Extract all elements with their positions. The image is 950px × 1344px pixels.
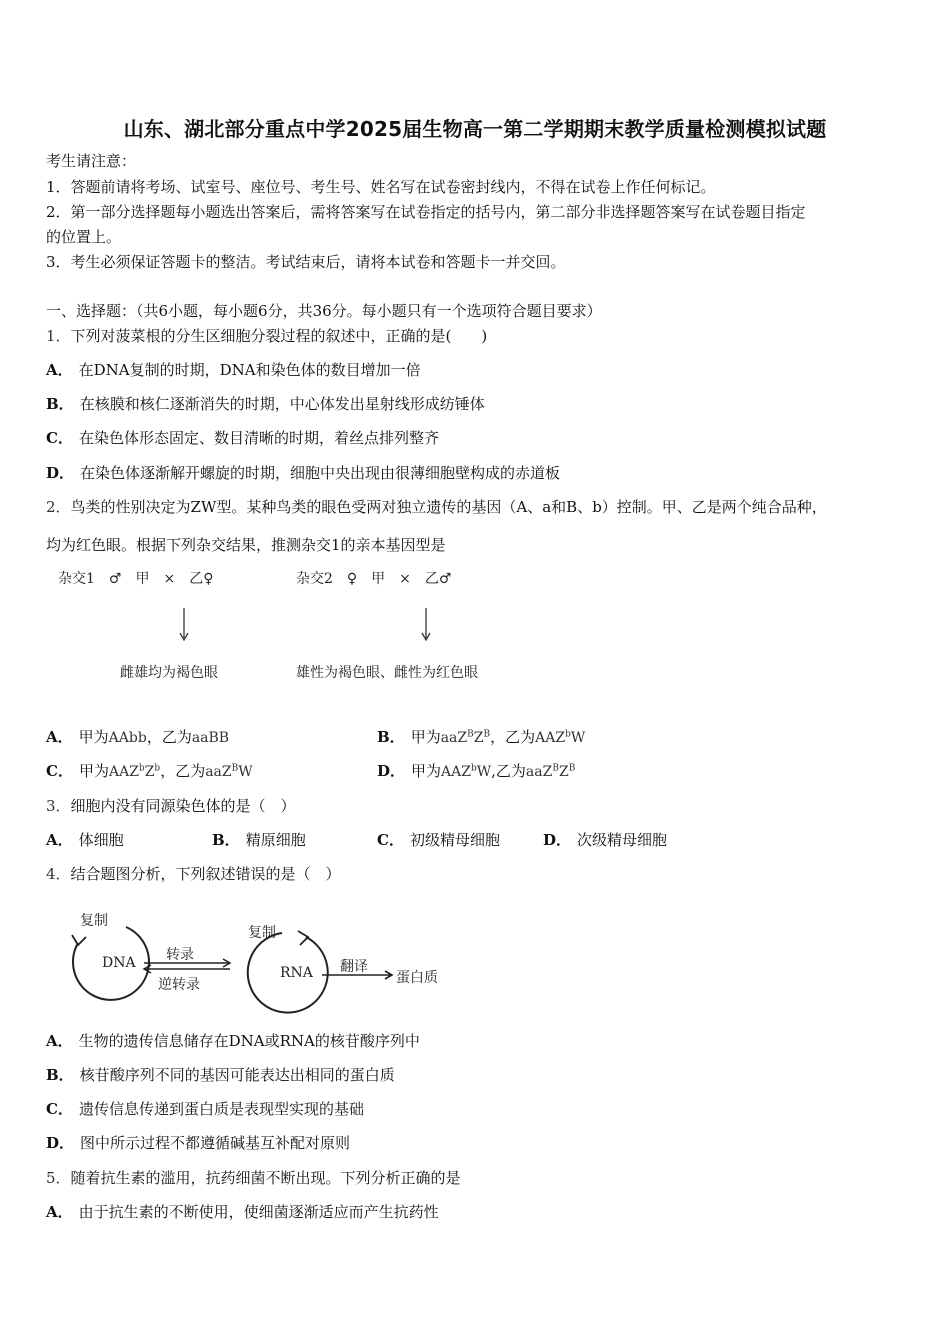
question-number: 3． — [46, 797, 71, 815]
question-number: 4． — [46, 865, 71, 883]
option-text: 在染色体形态固定、数目清晰的时期，着丝点排列整齐 — [78, 429, 439, 447]
option-label: B． — [212, 831, 240, 849]
question-3 — [46, 796, 296, 816]
notice-heading: 考生请注意： — [46, 152, 137, 170]
option-label: D． — [46, 464, 75, 482]
section-heading: 一、选择题：（共6小题，每小题6分，共36分。每小题只有一个选项符合题目要求） — [46, 302, 602, 320]
question-stem: 鸟类的性别决定为ZW型。某种鸟类的眼色受两对独立遗传的基因（A、a和B、b）控制。甲、乙是两个纯合品种， — [70, 498, 827, 516]
option-text: 由于抗生素的不断使用，使细菌逐渐适应而产生抗药性 — [78, 1203, 439, 1221]
option-text: ,乙为 — [491, 762, 526, 780]
option-label: A． — [46, 831, 73, 849]
option-label: B． — [377, 728, 405, 746]
option-text: ，乙为 — [160, 762, 206, 780]
question-number: 1． — [46, 327, 71, 345]
option-label: A． — [46, 728, 73, 746]
option-c — [377, 830, 500, 850]
dna-label: DNA — [102, 955, 136, 971]
question-number: 5． — [46, 1169, 71, 1187]
option-label: B． — [46, 395, 74, 413]
question-stem: 下列对菠菜根的分生区细胞分裂过程的叙述中，正确的是( ) — [70, 327, 488, 345]
genotype: AAbb — [108, 730, 147, 746]
option-text: ，乙为 — [490, 728, 536, 746]
option-text: ，乙为 — [146, 728, 192, 746]
question-4 — [46, 864, 341, 884]
genotype: AAZ$^b$W — [441, 763, 492, 780]
page-title: 山东、湖北部分重点中学2025届生物高一第二学期期末教学质量检测模拟试题 — [123, 117, 827, 141]
option-c — [46, 761, 253, 782]
notice-item: 的位置上。 — [46, 228, 122, 246]
option-text: 遗传信息传递到蛋白质是表现型实现的基础 — [78, 1100, 364, 1118]
question-stem-cont: 均为红色眼。根据下列杂交结果，推测杂交1的亲本基因型是 — [46, 536, 446, 554]
option-a — [46, 1031, 420, 1051]
genotype: AAZ$^b$W — [535, 729, 586, 746]
option-text: 甲为 — [411, 762, 442, 780]
option-c — [46, 1099, 364, 1119]
option-d — [377, 761, 575, 782]
option-a — [46, 1202, 439, 1222]
option-b — [46, 1065, 395, 1085]
option-label: A． — [46, 1203, 73, 1221]
cross-2-label: 杂交2 ♀ 甲 × 乙♂ — [296, 571, 452, 587]
protein-label: 蛋白质 — [396, 970, 438, 986]
option-text: 核苷酸序列不同的基因可能表达出相同的蛋白质 — [79, 1066, 395, 1084]
option-label: D． — [543, 831, 572, 849]
genotype: $AAZ^bZ^b$ — [108, 763, 161, 780]
option-label: A． — [46, 1032, 73, 1050]
genotype: $aaZ^BZ^B$ — [440, 729, 491, 746]
option-a — [46, 830, 124, 850]
rna-replication-label: 复制 — [248, 925, 276, 941]
option-text: 图中所示过程不都遵循碱基互补配对原则 — [80, 1134, 351, 1152]
rna-label: RNA — [280, 965, 313, 981]
option-d — [46, 1133, 350, 1153]
option-text: 甲为 — [78, 728, 109, 746]
option-label: C． — [377, 831, 404, 849]
option-text: 生物的遗传信息储存在DNA或RNA的核苷酸序列中 — [78, 1032, 420, 1050]
question-stem: 细胞内没有同源染色体的是（ ） — [70, 797, 296, 815]
option-label: D． — [377, 762, 406, 780]
translation-label: 翻译 — [340, 959, 368, 975]
genotype: aaBB — [191, 730, 230, 746]
genotype: $aaZ^BZ^B$ — [525, 763, 576, 780]
option-text: 在染色体逐渐解开螺旋的时期，细胞中央出现由很薄细胞壁构成的赤道板 — [80, 464, 561, 482]
option-text: 在核膜和核仁逐渐消失的时期，中心体发出星射线形成纺锤体 — [79, 395, 485, 413]
cross-2-result: 雄性为褐色眼、雌性为红色眼 — [296, 665, 478, 681]
option-text: 体细胞 — [78, 831, 124, 849]
cross-1-result: 雌雄均为褐色眼 — [120, 665, 218, 681]
option-label: C． — [46, 1100, 73, 1118]
question-stem: 随着抗生素的滥用，抗药细菌不断出现。下列分析正确的是 — [70, 1169, 461, 1187]
option-text: 甲为 — [410, 728, 441, 746]
option-text: 精原细胞 — [245, 831, 306, 849]
option-b — [46, 394, 485, 414]
question-number: 2． — [46, 498, 71, 516]
option-label: D． — [46, 1134, 75, 1152]
option-text: 初级精母细胞 — [409, 831, 500, 849]
option-d — [543, 830, 667, 850]
down-arrow-icon — [412, 606, 442, 644]
question-stem: 结合题图分析，下列叙述错误的是（ ） — [70, 865, 341, 883]
option-label: C． — [46, 429, 73, 447]
cross-1-label: 杂交1 ♂ 甲 × 乙♀ — [58, 571, 214, 587]
genotype: aaZ$^B$W — [205, 763, 253, 780]
transcription-label: 转录 — [166, 947, 194, 963]
notice-item: 1．答题前请将考场、试室号、座位号、考生号、姓名写在试卷密封线内，不得在试卷上作任何标记。 — [46, 178, 716, 196]
option-text: 在DNA复制的时期，DNA和染色体的数目增加一倍 — [78, 361, 421, 379]
option-label: C． — [46, 762, 73, 780]
option-a — [46, 727, 229, 748]
down-arrow-icon — [170, 606, 200, 644]
option-c — [46, 428, 439, 448]
option-text: 甲为 — [78, 762, 109, 780]
question-2 — [46, 497, 827, 517]
dna-replication-label: 复制 — [80, 913, 108, 929]
option-b — [212, 830, 306, 850]
notice-item: 3．考生必须保证答题卡的整洁。考试结束后，请将本试卷和答题卡一并交回。 — [46, 253, 566, 271]
option-a — [46, 360, 421, 380]
option-label: B． — [46, 1066, 74, 1084]
question-1 — [46, 326, 487, 346]
option-b — [377, 727, 585, 748]
option-text: 次级精母细胞 — [577, 831, 668, 849]
question-5 — [46, 1168, 461, 1188]
reverse-transcription-label: 逆转录 — [158, 977, 200, 993]
option-d — [46, 463, 560, 483]
option-label: A． — [46, 361, 73, 379]
notice-item: 2．第一部分选择题每小题选出答案后，需将答案写在试卷指定的括号内，第二部分非选择题答案写在试卷题目指定 — [46, 203, 806, 221]
